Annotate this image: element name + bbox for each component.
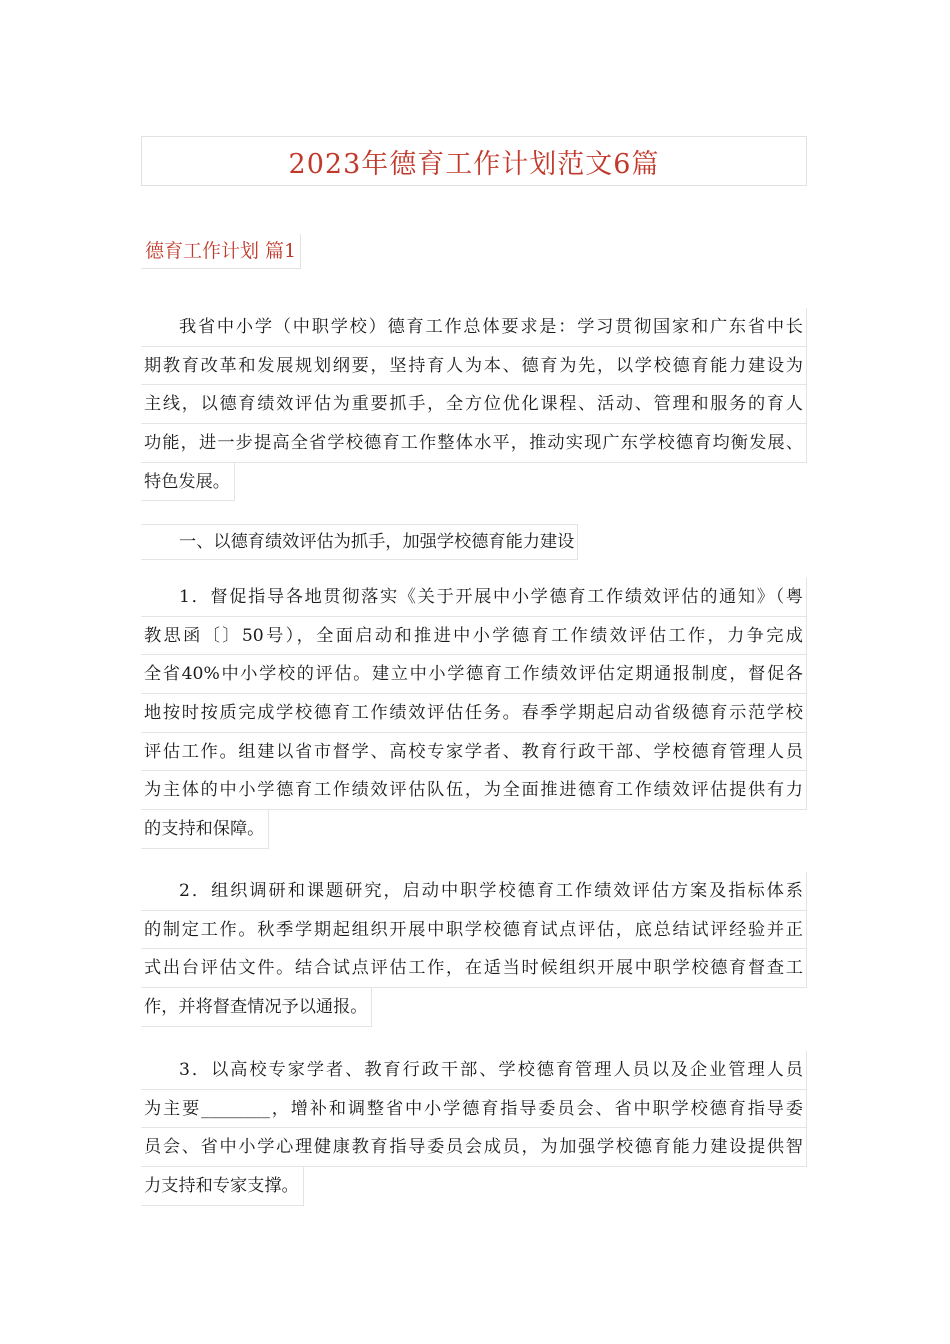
paragraph-line: 主线，以德育绩效评估为重要抓手，全方位优化课程、活动、管理和服务的育人: [141, 385, 807, 424]
paragraph-line: 1．督促指导各地贯彻落实《关于开展中小学德育工作绩效评估的通知》（粤: [141, 578, 807, 617]
paragraph-line: 特色发展。: [141, 463, 235, 502]
paragraph-line: 员会、省中小学心理健康教育指导委员会成员，为加强学校德育能力建设提供智: [141, 1128, 807, 1167]
subheading-1: 一、以德育绩效评估为抓手，加强学校德育能力建设: [141, 524, 578, 560]
paragraph-line: 式出台评估文件。结合试点评估工作，在适当时候组织开展中职学校德育督查工: [141, 949, 807, 988]
section-heading: 德育工作计划 篇1: [141, 234, 301, 269]
paragraph-line: 功能，进一步提高全省学校德育工作整体水平，推动实现广东学校德育均衡发展、: [141, 424, 807, 463]
paragraph-line: 作，并将督查情况予以通报。: [141, 988, 372, 1027]
paragraph-line: 为主体的中小学德育工作绩效评估队伍，为全面推进德育工作绩效评估提供有力: [141, 771, 807, 810]
paragraph-line: 的支持和保障。: [141, 810, 269, 849]
paragraph-2: [141, 578, 807, 864]
paragraph-line: 2．组织调研和课题研究，启动中职学校德育工作绩效评估方案及指标体系: [141, 872, 807, 911]
document-title: 2023年德育工作计划范文6篇: [288, 148, 660, 180]
paragraph-line: 的制定工作。秋季学期起组织开展中职学校德育试点评估，底总结试评经验并正: [141, 911, 807, 950]
paragraph-line: 3．以高校专家学者、教育行政干部、学校德育管理人员以及企业管理人员: [141, 1051, 807, 1090]
paragraph-line: 力支持和专家支撑。: [141, 1167, 304, 1206]
title-box: [141, 136, 807, 186]
paragraph-line: 为主要________，增补和调整省中小学德育指导委员会、省中职学校德育指导委: [141, 1090, 807, 1129]
paragraph-line: 教思函〔〕50号），全面启动和推进中小学德育工作绩效评估工作，力争完成: [141, 617, 807, 656]
paragraph-line: 评估工作。组建以省市督学、高校专家学者、教育行政干部、学校德育管理人员: [141, 733, 807, 772]
paragraph-3: [141, 872, 807, 1041]
paragraph-1: [141, 308, 807, 516]
paragraph-line: 期教育改革和发展规划纲要，坚持育人为本、德育为先，以学校德育能力建设为: [141, 347, 807, 386]
paragraph-4: [141, 1051, 807, 1220]
paragraph-line: 全省40%中小学校的评估。建立中小学德育工作绩效评估定期通报制度，督促各: [141, 655, 807, 694]
paragraph-line: 我省中小学（中职学校）德育工作总体要求是：学习贯彻国家和广东省中长: [141, 308, 807, 347]
paragraph-line: 地按时按质完成学校德育工作绩效评估任务。春季学期起启动省级德育示范学校: [141, 694, 807, 733]
